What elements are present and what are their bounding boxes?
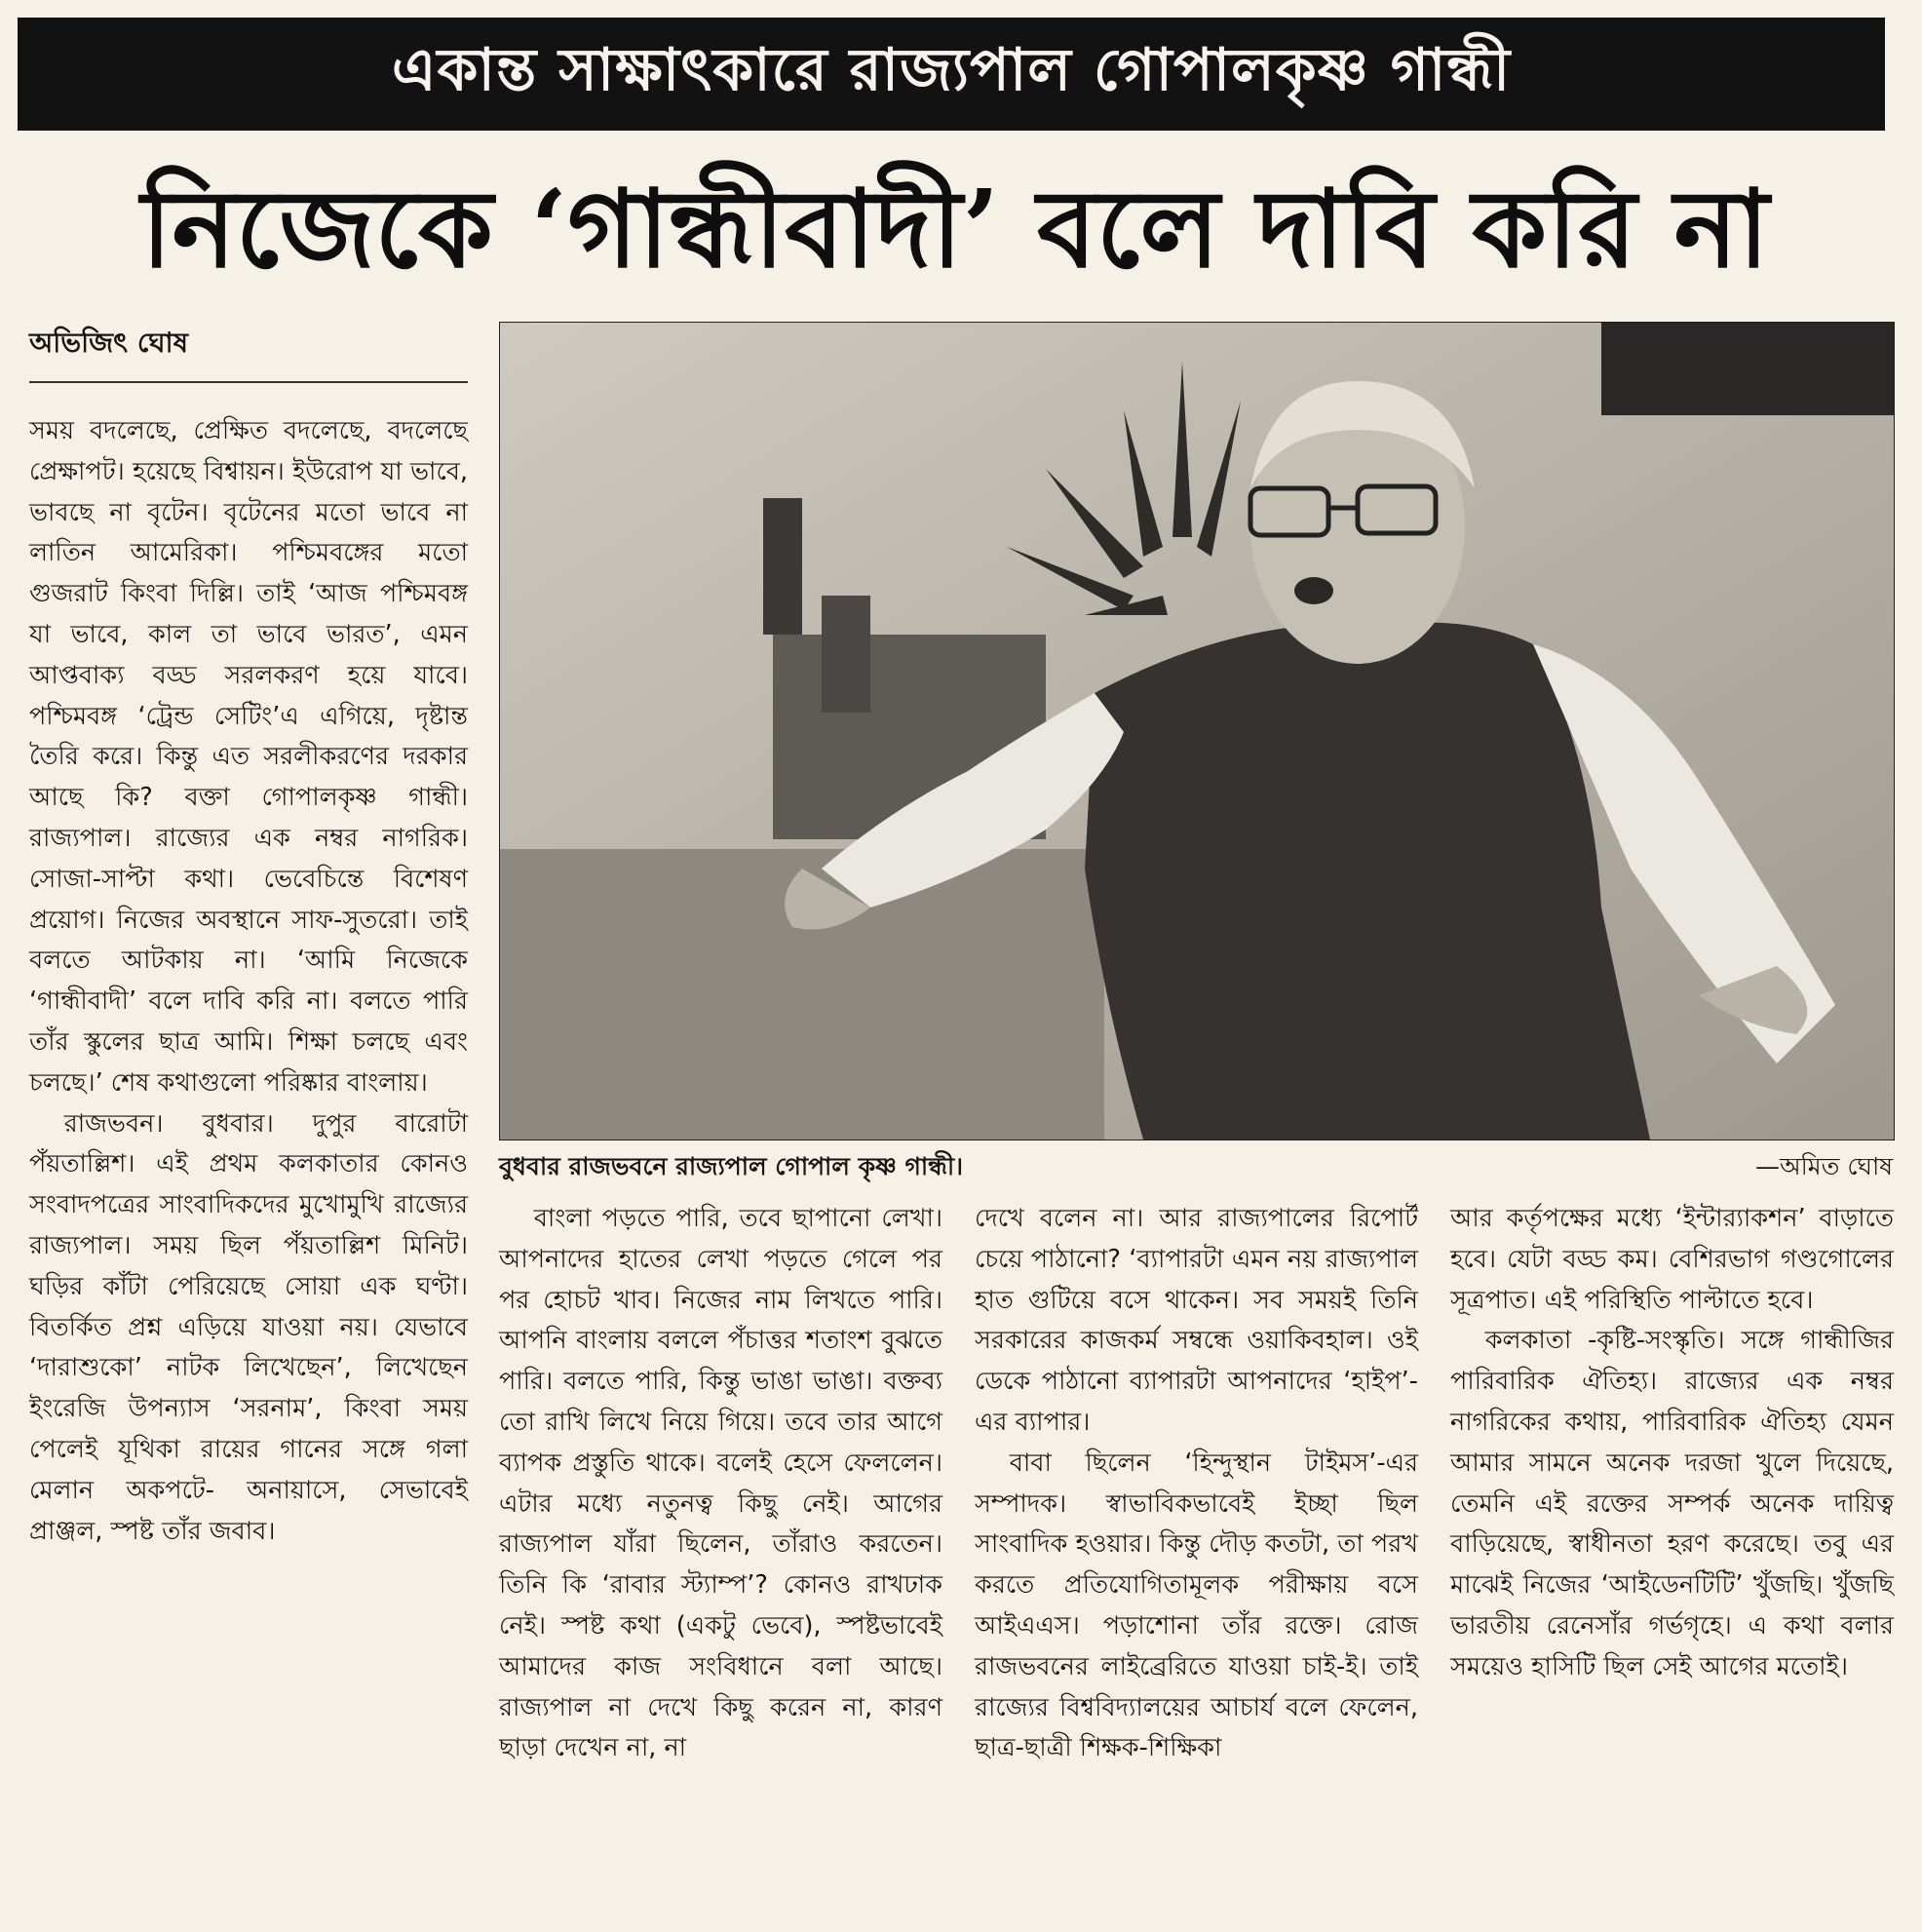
photo-credit: —অমিত ঘোষ: [1754, 1151, 1893, 1180]
article-column-1: [29, 411, 468, 1552]
paragraph: বাংলা পড়তে পারি, তবে ছাপানো লেখা। আপনাদের হাতের লেখা পড়তে গেলে পর পর হোচট খাব। নিজের নাম লিখতে পারি। আপনি বাংলায় বললে পঁচাত্তর শতাংশ বুঝতে পারি। বলতে পারি, কিন্তু ভাঙা ভাঙা। বক্তব্য তো রাখি লিখে নিয়ে গিয়ে। তবে তার আগে ব্যাপক প্রস্তুতি থাকে। বলেই হেসে ফেললেন। এটার মধ্যে নতুনত্ব কিছু নেই। আগের রাজ্যপাল যাঁরা ছিলেন, তাঁরাও করতেন। তিনি কি ‘রাবার স্ট্যাম্প’? কোনও রাখঢাক নেই। স্পষ্ট কথা (একটু ভেবে), স্পষ্টভাবেই আমাদের কাজ সংবিধানে বলা আছে। রাজ্যপাল না দেখে কিছু করেন না, কারণ ছাড়া দেখেন না, না: [499, 1204, 942, 1763]
kicker-text: একান্ত সাক্ষাৎকারে রাজ্যপাল গোপালকৃষ্ণ গান্ধী: [391, 36, 1512, 104]
photo-caption: বুধবার রাজভবনে রাজ্যপাল গোপাল কৃষ্ণ গান্ধী।: [499, 1151, 964, 1180]
article-column-3: [975, 1199, 1418, 1769]
kicker-banner: [18, 18, 1885, 131]
paragraph: কলকাতা -কৃষ্টি-সংস্কৃতি। সঙ্গে গান্ধীজির পারিবারিক ঐতিহ্য। রাজ্যের এক নম্বর নাগরিকের কথায়, পারিবারিক ঐতিহ্য যেমন আমার সামনে অনেক দরজা খুলে দিয়েছে, তেমনি এই রক্তের সম্পর্ক অনেক দায়িত্ব বাড়িয়েছে, স্বাধীনতা হরণ করেছে। তবু এর মাঝেই নিজের ‘আইডেনটিটি’ খুঁজছি। খুঁজছি ভারতীয় রেনেসাঁর গর্ভগৃহে। এ কথা বলার সময়েও হাসিটি ছিল সেই আগের মতোই।: [1450, 1326, 1894, 1681]
photo-caption-row: [499, 1150, 1893, 1185]
paragraph: বাবা ছিলেন ‘হিন্দুস্থান টাইমস’-এর সম্পাদক। স্বাভাবিকভাবেই ইচ্ছা ছিল সাংবাদিক হওয়ার। কিন্তু দৌড় কতটা, তা পরখ করতে প্রতিযোগিতামূলক পরীক্ষায় বসে আইএএস। পড়াশোনা তাঁর রক্তে। রোজ রাজভবনের লাইব্রেরিতে যাওয়া চাই-ই। তাই রাজ্যের বিশ্ববিদ্যালয়ের আচার্য বলে ফেলেন, ছাত্র-ছাত্রী শিক্ষক-শিক্ষিকা: [975, 1448, 1418, 1763]
portrait-illustration: [500, 323, 1894, 1140]
article-column-2: [499, 1199, 942, 1769]
paragraph: আর কর্তৃপক্ষের মধ্যে ‘ইন্টার‍্যাকশন’ বাড়াতে হবে। যেটা বড্ড কম। বেশিরভাগ গণ্ডগোলের সূত্রপাত। এই পরিস্থিতি পাল্টাতে হবে।: [1450, 1204, 1894, 1315]
paragraph: সময় বদলেছে, প্রেক্ষিত বদলেছে, বদলেছে প্রেক্ষাপট। হয়েছে বিশ্বায়ন। ইউরোপ যা ভাবে, ভাবছে না বৃটেন। বৃটেনের মতো ভাবে না লাতিন আমেরিকা। পশ্চিমবঙ্গের মতো গুজরাট কিংবা দিল্লি। তাই ‘আজ পশ্চিমবঙ্গ যা ভাবে, কাল তা ভাবে ভারত’, এমন আপ্তবাক্য বড্ড সরলকরণ হয়ে যাবে। পশ্চিমবঙ্গ ‘ট্রেন্ড সেটিং’এ এগিয়ে, দৃষ্টান্ত তৈরি করে। কিন্তু এত সরলীকরণের দরকার আছে কি? বক্তা গোপালকৃষ্ণ গান্ধী। রাজ্যপাল। রাজ্যের এক নম্বর নাগরিক। সোজা-সাপ্টা কথা। ভেবেচিন্তে বিশেষণ প্রয়োগ। নিজের অবস্থানে সাফ-সুতরো। তাই বলতে আটকায় না। ‘আমি নিজেকে ‘গান্ধীবাদী’ বলে দাবি করি না। বলতে পারি তাঁর স্কুলের ছাত্র আমি। শিক্ষা চলছে এবং চলছে।’ শেষ কথাগুলো পরিষ্কার বাংলায়।: [29, 416, 468, 1098]
governor-photo: [499, 322, 1895, 1140]
paragraph: রাজভবন। বুধবার। দুপুর বারোটা পঁয়তাল্লিশ। এই প্রথম কলকাতার কোনও সংবাদপত্রের সাংবাদিকদের মুখোমুখি রাজ্যের রাজ্যপাল। সময় ছিল পঁয়তাল্লিশ মিনিট। ঘড়ির কাঁটা পেরিয়েছে সোয়া এক ঘণ্টা। বিতর্কিত প্রশ্ন এড়িয়ে যাওয়া নয়। যেভাবে ‘দারাশুকো’ নাটক লিখেছেন’, লিখেছেন ইংরেজি উপন্যাস ‘সরনাম’, কিংবা সময় পেলেই যূথিকা রায়ের গানের সঙ্গে গলা মেলান অকপটে- অনায়াসে, সেভাবেই প্রাঞ্জল, স্পষ্ট তাঁর জবাব।: [29, 1108, 468, 1546]
paragraph: দেখে বলেন না। আর রাজ্যপালের রিপোর্ট চেয়ে পাঠানো? ‘ব্যাপারটা এমন নয় রাজ্যপাল হাত গুটিয়ে বসে থাকেন। সব সময়ই তিনি সরকারের কাজকর্ম সম্বন্ধে ওয়াকিবহাল। ওই ডেকে পাঠানো ব্যাপারটা আপনাদের ‘হাইপ’-এর ব্যাপার।: [975, 1204, 1418, 1437]
article-column-4: [1450, 1199, 1894, 1688]
headline: নিজেকে ‘গান্ধীবাদী’ বলে দাবি করি না: [140, 166, 1770, 291]
byline: অভিজিৎ ঘোষ: [29, 322, 468, 383]
